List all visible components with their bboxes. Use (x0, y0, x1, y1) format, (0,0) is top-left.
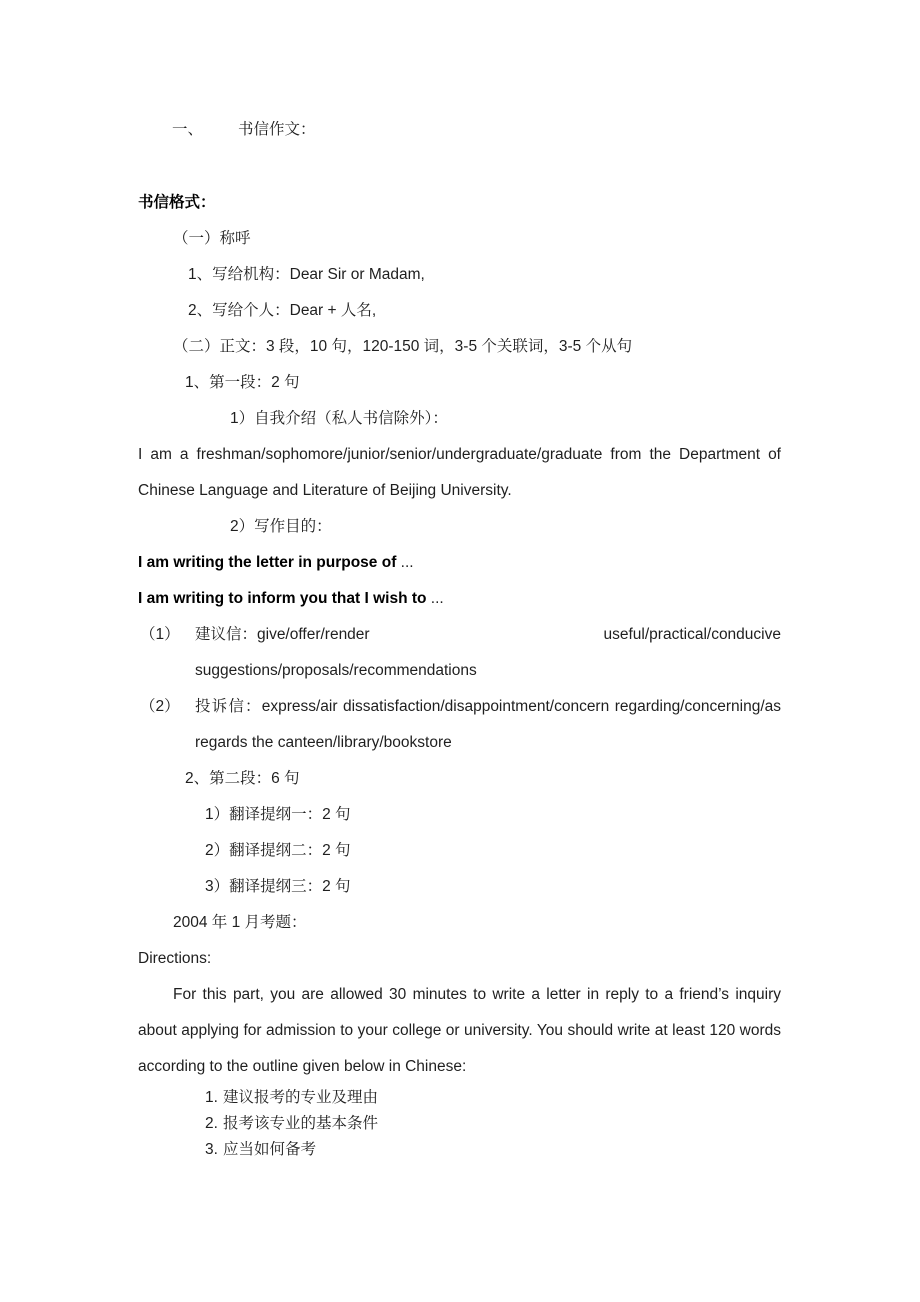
suggestion-letter-line1 (138, 617, 781, 653)
paragraph2-label: 2、第二段：6 句 (185, 770, 300, 787)
purpose-label: 2）写作目的： (230, 518, 332, 535)
exam-outline-item-3-number: 3. (205, 1141, 218, 1158)
exam-outline-item-3-text: 应当如何备考 (223, 1141, 317, 1158)
purpose-example-2-ellipsis: ... (426, 590, 444, 607)
translate-outline-2: 2）翻译提纲二：2 句 (205, 842, 351, 859)
suggestion-letter-phrases-right: useful/practical/conducive (603, 626, 781, 643)
salutation-to-institution: 1、写给机构：Dear Sir or Madam, (188, 266, 425, 283)
directions-label: Directions: (138, 950, 212, 967)
directions-text: For this part, you are allowed 30 minutes to write a letter in reply to a friend’s inquiry about applying for admission to your college or university. You should write at least 120 words according to the outline given below in Chinese: (138, 986, 781, 1075)
body-label: （二）正文：3 段，10 句，120-150 词，3-5 个关联词，3-5 个从句 (173, 338, 633, 355)
purpose-example-1-ellipsis: ... (396, 554, 414, 571)
exam-outline-item-2 (138, 1111, 781, 1137)
suggestion-letter-phrases-left: 建议信：give/offer/render (195, 626, 370, 643)
salutation-to-person: 2、写给个人：Dear + 人名, (188, 302, 377, 319)
self-intro-example: I am a freshman/sophomore/junior/senior/undergraduate/graduate from the Department of Chinese Language and Literature of Beijing University. (138, 446, 781, 499)
complaint-letter-phrases: 投诉信：express/air dissatisfaction/disappointment/concern regarding/concerning/as regards the canteen/library/bookstore (195, 698, 781, 751)
outline-heading (138, 112, 781, 148)
complaint-letter-item (138, 689, 781, 761)
outline-heading-title: 书信作文： (238, 121, 316, 138)
translate-outline-3: 3）翻译提纲三：2 句 (205, 878, 351, 895)
suggestion-letter-line2: suggestions/proposals/recommendations (195, 662, 477, 679)
exam-outline-item-3 (138, 1137, 781, 1163)
purpose-example-2 (138, 581, 781, 617)
translate-outline-1: 1）翻译提纲一：2 句 (205, 806, 351, 823)
exam-outline-item-1-text: 建议报考的专业及理由 (223, 1089, 379, 1106)
purpose-example-2-bold: I am writing to inform you that I wish to (138, 590, 427, 607)
suggestion-letter-marker: （1） (140, 626, 180, 643)
outline-heading-number: 一、 (172, 121, 204, 138)
paragraph1-label: 1、第一段：2 句 (185, 374, 300, 391)
purpose-example-1 (138, 545, 781, 581)
exam-label: 2004 年 1 月考题： (173, 914, 307, 931)
salutation-label: （一）称呼 (173, 230, 251, 247)
exam-outline-item-2-number: 2. (205, 1115, 218, 1132)
format-section-heading: 书信格式： (138, 194, 216, 211)
self-intro-label: 1）自我介绍（私人书信除外）： (230, 410, 448, 427)
exam-outline-item-1 (138, 1085, 781, 1111)
exam-outline-item-2-text: 报考该专业的基本条件 (223, 1115, 379, 1132)
purpose-example-1-bold: I am writing the letter in purpose of (138, 554, 397, 571)
complaint-letter-marker: （2） (140, 698, 180, 715)
blank-line (138, 148, 781, 185)
exam-outline-item-1-number: 1. (205, 1089, 218, 1106)
